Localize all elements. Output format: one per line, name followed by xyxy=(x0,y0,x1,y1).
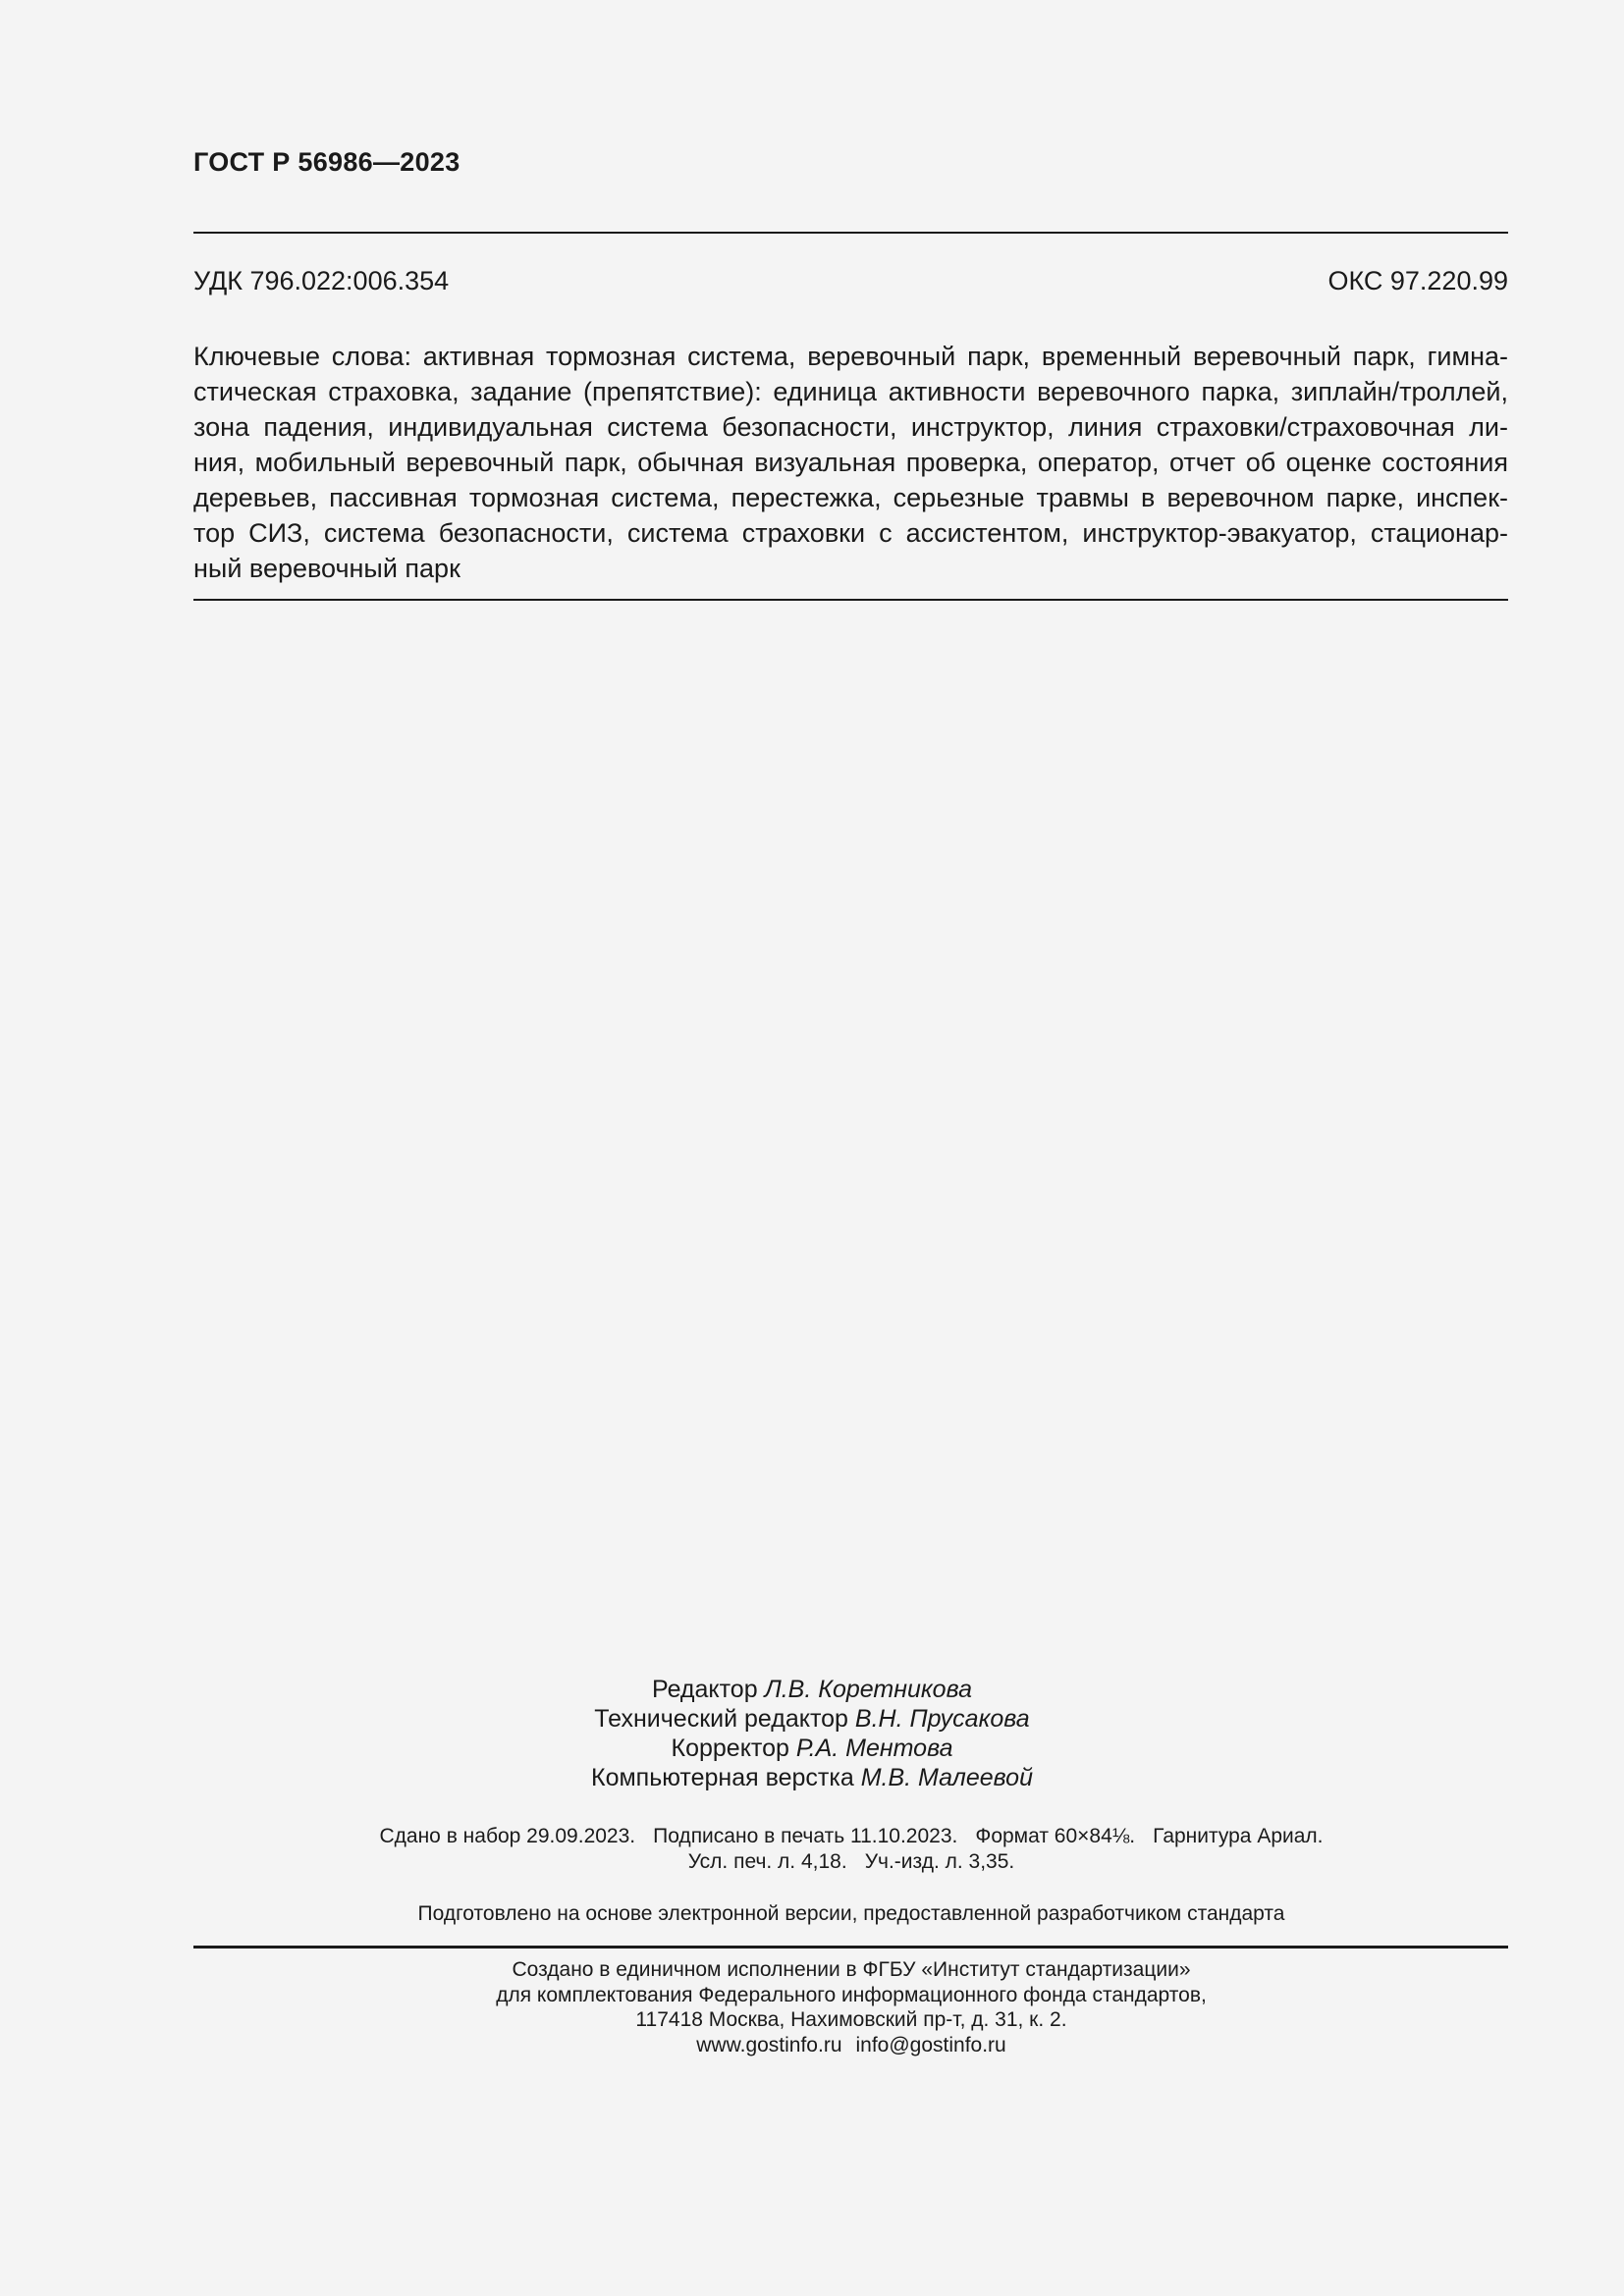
udk-code: УДК 796.022:006.354 xyxy=(193,266,450,295)
credit-role: Компьютерная верстка xyxy=(591,1764,854,1791)
keywords-line: Ключевые слова: активная тормозная система, веревочный парк, временный веревочный парк, гимна- xyxy=(193,342,1508,371)
credit-tech-editor xyxy=(0,1704,1624,1734)
keywords-line: тор СИЗ, система безопасности, система страховки с ассистентом, инструктор-эвакуатор, стационар- xyxy=(193,518,1508,548)
email-link[interactable]: info@gostinfo.ru xyxy=(855,2033,1006,2056)
credit-name: М.В. Малеевой xyxy=(860,1764,1033,1791)
credit-layout xyxy=(0,1763,1624,1792)
standard-designation: ГОСТ Р 56986—2023 xyxy=(193,147,460,177)
credit-editor xyxy=(0,1675,1624,1704)
typeset-date: Сдано в набор 29.09.2023. xyxy=(379,1825,636,1847)
print-info-line-2 xyxy=(0,1849,1624,1875)
website-link[interactable]: www.gostinfo.ru xyxy=(696,2033,842,2056)
credit-role: Редактор xyxy=(652,1676,758,1703)
credit-role: Корректор xyxy=(671,1735,789,1762)
divider-keywords xyxy=(193,599,1508,601)
oks-code: ОКС 97.220.99 xyxy=(1327,266,1508,295)
keywords-line: зона падения, индивидуальная система безопасности, инструктор, линия страховки/страховочная ли- xyxy=(193,412,1508,442)
edition-sheets: Уч.-изд. л. 3,35. xyxy=(864,1850,1015,1873)
keywords-paragraph xyxy=(193,339,1508,586)
keywords-line: деревьев, пассивная тормозная система, перестежка, серьезные травмы в веревочном парке, инспек- xyxy=(193,483,1508,512)
credit-proofreader xyxy=(0,1734,1624,1763)
publisher-block xyxy=(0,1957,1624,2057)
credit-name: В.Н. Прусакова xyxy=(854,1705,1030,1733)
print-info-line-1 xyxy=(0,1824,1624,1849)
publisher-line: Создано в единичном исполнении в ФГБУ «Институт стандартизации» xyxy=(512,1958,1191,1981)
paper-format: Формат 60×84⅛. xyxy=(975,1825,1136,1847)
publisher-address: 117418 Москва, Нахимовский пр-т, д. 31, к. 2. xyxy=(635,2008,1067,2031)
credit-name: Р.А. Ментова xyxy=(795,1735,953,1762)
divider-publisher xyxy=(193,1946,1508,1949)
credit-name: Л.В. Коретникова xyxy=(764,1676,972,1703)
keywords-line: стическая страховка, задание (препятствие): единица активности веревочного парка, зиплайн/троллей, xyxy=(193,377,1508,406)
credits-block xyxy=(0,1675,1624,1792)
divider-top xyxy=(193,232,1508,234)
typeface: Гарнитура Ариал. xyxy=(1153,1825,1324,1847)
publisher-line: для комплектования Федерального информационного фонда стандартов, xyxy=(496,1983,1207,2006)
credit-role: Технический редактор xyxy=(594,1705,848,1733)
keywords-line: ный веревочный парк xyxy=(193,554,460,583)
print-info xyxy=(0,1824,1624,1875)
keywords-line: ния, мобильный веревочный парк, обычная визуальная проверка, оператор, отчет об оценке состояния xyxy=(193,448,1508,477)
signed-date: Подписано в печать 11.10.2023. xyxy=(653,1825,958,1847)
publisher-contacts xyxy=(0,2033,1624,2058)
prepared-note: Подготовлено на основе электронной версии, предоставленной разработчиком стандарта xyxy=(417,1902,1285,1925)
print-sheets: Усл. печ. л. 4,18. xyxy=(687,1850,847,1873)
